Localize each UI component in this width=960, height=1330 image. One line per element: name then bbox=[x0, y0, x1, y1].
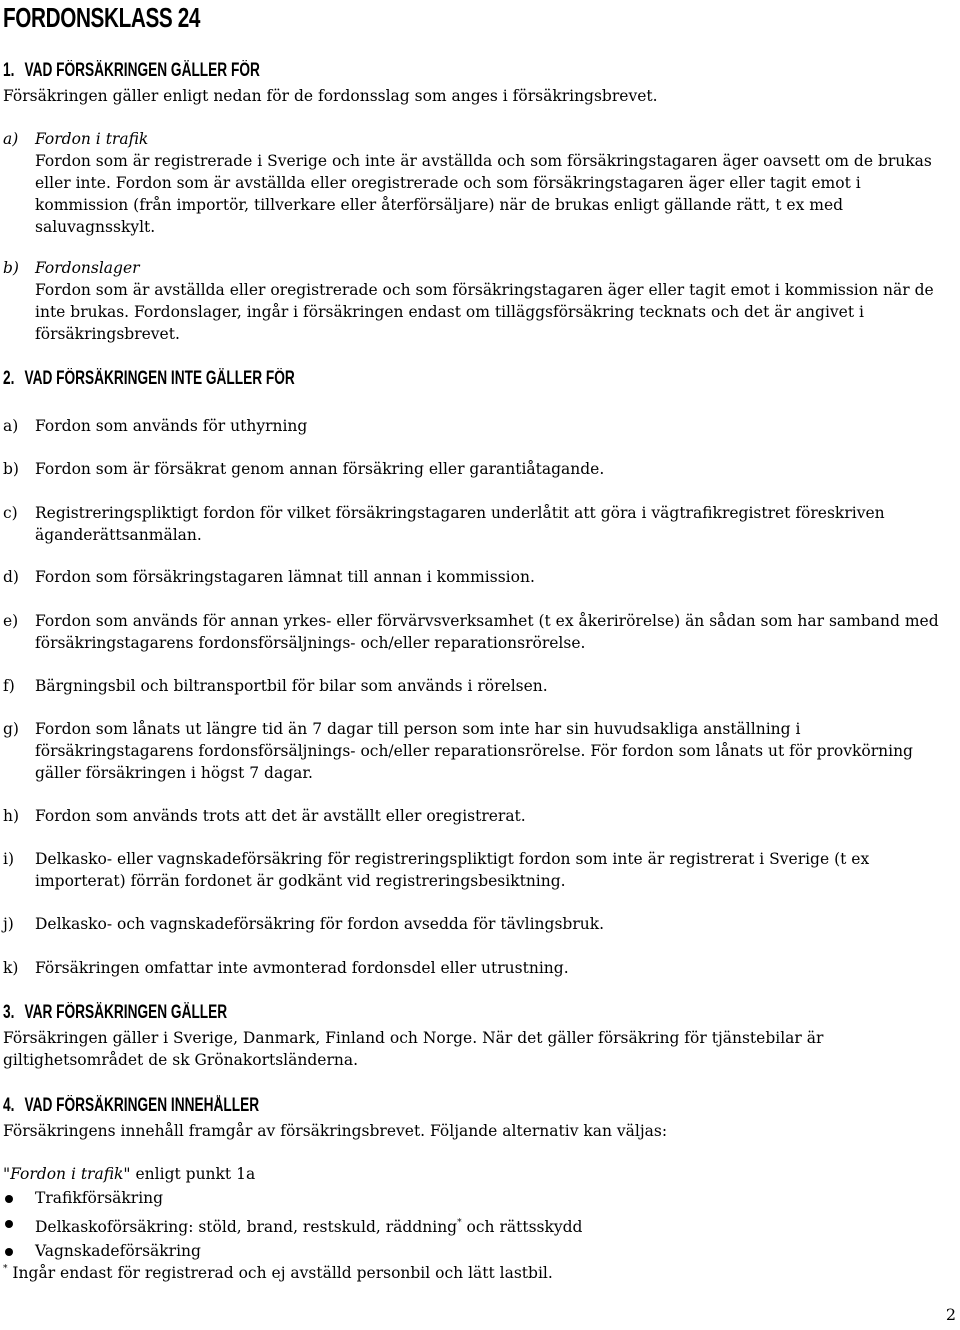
exclusion-item-g bbox=[3, 718, 958, 784]
item-label: k) bbox=[3, 959, 19, 977]
exclusion-item-f bbox=[3, 675, 958, 697]
section-1-title: VAD FÖRSÄKRINGEN GÄLLER FÖR bbox=[24, 60, 260, 81]
item-a-title: Fordon i trafik bbox=[35, 130, 149, 148]
exclusion-item-j bbox=[3, 913, 958, 935]
item-b-text: Fordon som är avställda eller oregistrerade och som försäkringstagaren äger eller tagit emot i kommission när de inte brukas. Fordonslager, ingår i försäkringen endast om tilläggsförsäkring tecknats och det är angivet i försäkringsbrevet. bbox=[35, 281, 934, 343]
quote-suffix: enligt punkt 1a bbox=[130, 1165, 256, 1183]
section-4-number: 4. bbox=[3, 1095, 15, 1116]
item-label: a) bbox=[3, 130, 19, 148]
footnote bbox=[3, 1258, 553, 1284]
section-2-number: 2. bbox=[3, 368, 15, 389]
item-text: Fordon som används för uthyrning bbox=[35, 417, 308, 435]
item-label: e) bbox=[3, 612, 19, 630]
section-3-heading bbox=[3, 1002, 227, 1024]
item-label: c) bbox=[3, 504, 18, 522]
item-label: i) bbox=[3, 850, 15, 868]
section-4-intro: Försäkringens innehåll framgår av försäkringsbrevet. Följande alternativ kan väljas: bbox=[3, 1122, 668, 1140]
exclusion-item-i bbox=[3, 848, 958, 892]
bullet-icon bbox=[5, 1195, 13, 1203]
exclusion-item-k bbox=[3, 957, 958, 979]
item-label: f) bbox=[3, 677, 15, 695]
item-text: Delkasko- eller vagnskadeförsäkring för registreringspliktigt fordon som inte är registrerat i Sverige (t ex importerat) förrän fordonet är godkänt vid registreringsbesiktning. bbox=[35, 850, 870, 890]
list-item-text: Trafikförsäkring bbox=[35, 1189, 164, 1207]
section-1-intro: Försäkringen gäller enligt nedan för de fordonsslag som anges i försäkringsbrevet. bbox=[3, 87, 658, 105]
footnote-text: Ingår endast för registrerad och ej avställd personbil och lätt lastbil. bbox=[7, 1264, 553, 1282]
document-title: FORDONSKLASS 24 bbox=[3, 2, 201, 33]
item-text: Försäkringen omfattar inte avmonterad fordonsdel eller utrustning. bbox=[35, 959, 569, 977]
item-text: Fordon som används trots att det är avställt eller oregistrerat. bbox=[35, 807, 526, 825]
item-text: Fordon som försäkringstagaren lämnat till annan i kommission. bbox=[35, 568, 535, 586]
item-b-title: Fordonslager bbox=[35, 259, 140, 277]
section-3-number: 3. bbox=[3, 1002, 15, 1023]
coverage-list bbox=[3, 1186, 958, 1264]
item-text: Delkasko- och vagnskadeförsäkring för fordon avsedda för tävlingsbruk. bbox=[35, 915, 605, 933]
exclusion-item-h bbox=[3, 805, 958, 827]
item-label: b) bbox=[3, 259, 19, 277]
list-item-suffix: och rättsskydd bbox=[461, 1217, 583, 1236]
section-1-item-b bbox=[3, 257, 958, 345]
section-1-number: 1. bbox=[3, 60, 15, 81]
section-4-title: VAD FÖRSÄKRINGEN INNEHÅLLER bbox=[24, 1095, 260, 1116]
bullet-icon bbox=[5, 1220, 13, 1228]
item-text: Fordon som är försäkrat genom annan försäkring eller garantiåtagande. bbox=[35, 460, 605, 478]
section-2-heading bbox=[3, 368, 295, 390]
item-label: b) bbox=[3, 460, 19, 478]
exclusion-item-e bbox=[3, 610, 958, 654]
section-2-title: VAD FÖRSÄKRINGEN INTE GÄLLER FÖR bbox=[24, 368, 295, 389]
item-a-text: Fordon som är registrerade i Sverige och inte är avställda och som försäkringstagaren äger oavsett om de brukas eller inte. Fordon som är avställda eller oregistrerade och som försäkringstagaren äger eller tagit emot i kommission (från importör, tillverkare eller återförsäljare) när de brukas enligt gällande rätt, t ex med saluvagnsskylt. bbox=[35, 152, 932, 236]
item-text: Registreringspliktigt fordon för vilket försäkringstagaren underlåtit att göra i vägtrafikregistret föreskriven äganderättsanmälan. bbox=[35, 504, 885, 544]
item-text: Fordon som lånats ut längre tid än 7 dagar till person som inte har sin huvudsakliga anställning i försäkringstagarens fordonsförsäljnings- och/eller reparationsrörelse. För fordon som lånats ut för provkörning gäller försäkringen i högst 7 dagar. bbox=[35, 720, 913, 782]
bullet-icon bbox=[5, 1248, 13, 1256]
list-item bbox=[3, 1211, 958, 1240]
item-label: a) bbox=[3, 417, 19, 435]
asterisk-mark: * bbox=[457, 1217, 462, 1228]
section-3-title: VAR FÖRSÄKRINGEN GÄLLER bbox=[24, 1002, 228, 1023]
item-label: d) bbox=[3, 568, 19, 586]
exclusion-item-d bbox=[3, 566, 958, 588]
item-label: j) bbox=[3, 915, 14, 933]
exclusion-item-c bbox=[3, 502, 958, 546]
section-3-text: Försäkringen gäller i Sverige, Danmark, Finland och Norge. När det gäller försäkring för tjänstebilar är giltighetsområdet de sk Grönakortsländerna. bbox=[3, 1029, 824, 1069]
item-text: Fordon som används för annan yrkes- eller förvärvsverksamhet (t ex åkerirörelse) än sådan som har samband med försäkringstagarens fordonsförsäljnings- och/eller reparationsrörelse. bbox=[35, 612, 939, 652]
list-item bbox=[3, 1186, 958, 1211]
section-1-heading bbox=[3, 60, 260, 82]
exclusion-item-a bbox=[3, 415, 958, 437]
item-label: h) bbox=[3, 807, 20, 825]
page-number: 2 bbox=[945, 1305, 956, 1324]
quote-title: "Fordon i trafik" bbox=[3, 1165, 131, 1183]
section-4-heading bbox=[3, 1095, 259, 1117]
item-label: g) bbox=[3, 720, 19, 738]
exclusion-item-b bbox=[3, 458, 958, 480]
list-item-text: Delkaskoförsäkring: stöld, brand, restskuld, räddning bbox=[35, 1217, 458, 1236]
fordon-i-trafik-line bbox=[3, 1163, 958, 1185]
list-item-text: Vagnskadeförsäkring bbox=[35, 1242, 201, 1260]
item-text: Bärgningsbil och biltransportbil för bilar som används i rörelsen. bbox=[35, 677, 548, 695]
section-1-item-a bbox=[3, 128, 958, 238]
footnote-asterisk: * bbox=[3, 1264, 8, 1274]
